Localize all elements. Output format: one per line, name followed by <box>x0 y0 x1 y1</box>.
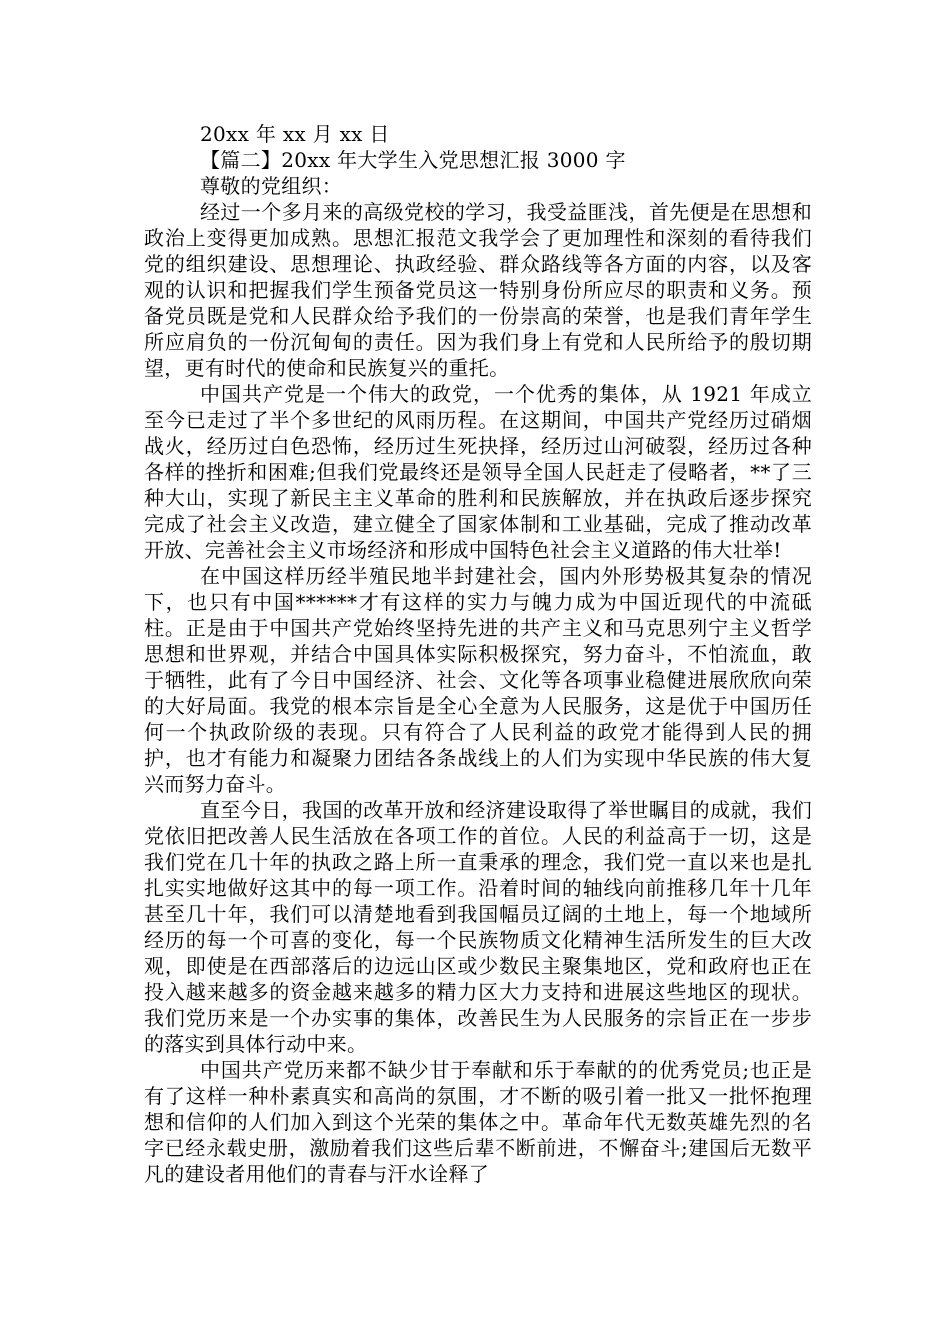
paragraph-3: 在中国这样历经半殖民地半封建社会，国内外形势极其复杂的情况下，也只有中国******才有这样的实力与魄力成为中国近现代的中流砥柱。正是由于中国共产党始终坚持先进的共产主义和马克思列宁主义哲学思想和世界观，并结合中国具体实际积极探究，努力奋斗，不怕流血，敢于牺牲，此有了今日中国经济、社会、文化等各项事业稳健进展欣欣向荣的大好局面。我党的根本宗旨是全心全意为人民服务，这是优于中国历任何一个执政阶级的表现。只有符合了人民利益的政党才能得到人民的拥护，也才有能力和凝聚力团结各条战线上的人们为实现中华民族的伟大复兴而努力奋斗。 <box>144 564 812 796</box>
section-title: 【篇二】20xx 年大学生入党思想汇报 3000 字 <box>200 148 626 172</box>
salutation: 尊敬的党组织： <box>200 174 343 198</box>
paragraph-1: 经过一个多月来的高级党校的学习，我受益匪浅，首先便是在思想和政治上变得更加成熟。思想汇报范文我学会了更加理性和深刻的看待我们党的组织建设、思想理论、执政经验、群众路线等各方面的内容，以及客观的认识和把握我们学生预备党员这一特别身份所应尽的职责和义务。预备党员既是党和人民群众给予我们的一份崇高的荣誉，也是我们青年学生所应肩负的一份沉甸甸的责任。因为我们身上有党和人民所给予的殷切期望，更有时代的使命和民族复兴的重托。 <box>144 200 812 380</box>
paragraph-2: 中国共产党是一个伟大的政党，一个优秀的集体，从 1921 年成立至今已走过了半个多世纪的风雨历程。在这期间，中国共产党经历过硝烟战火，经历过白色恐怖，经历过生死抉择，经历过山河破裂，经历过各种各样的挫折和困难;但我们党最终还是领导全国人民赶走了侵略者，**了三种大山，实现了新民主主义革命的胜利和民族解放，并在执政后逐步探究完成了社会主义改造，建立健全了国家体制和工业基础，完成了推动改革开放、完善社会主义市场经济和形成中国特色社会主义道路的伟大壮举! <box>144 382 812 562</box>
paragraph-4: 直至今日，我国的改革开放和经济建设取得了举世瞩目的成就，我们党依旧把改善人民生活放在各项工作的首位。人民的利益高于一切，这是我们党在几十年的执政之路上所一直秉承的理念，我们党一直以来也是扎扎实实地做好这其中的每一项工作。沿着时间的轴线向前推移几年十几年甚至几十年，我们可以清楚地看到我国幅员辽阔的土地上，每一个地域所经历的每一个可喜的变化，每一个民族物质文化精神生活所发生的巨大改观，即使是在西部落后的边远山区或少数民主聚集地区，党和政府也正在投入越来越多的资金越来越多的精力区大力支持和进展这些地区的现状。我们党历来是一个办实事的集体，改善民生为人民服务的宗旨正在一步步的落实到具体行动中来。 <box>144 798 812 1056</box>
document-date: 20xx 年 xx 月 xx 日 <box>200 122 390 146</box>
document-body <box>144 121 812 1187</box>
paragraph-5: 中国共产党历来都不缺少甘于奉献和乐于奉献的的优秀党员;也正是有了这样一种朴素真实和高尚的氛围，才不断的吸引着一批又一批怀抱理想和信仰的人们加入到这个光荣的集体之中。革命年代无数英雄先烈的名字已经永载史册，激励着我们这些后辈不断前进，不懈奋斗;建国后无数平凡的建设者用他们的青春与汗水诠释了 <box>144 1058 812 1186</box>
